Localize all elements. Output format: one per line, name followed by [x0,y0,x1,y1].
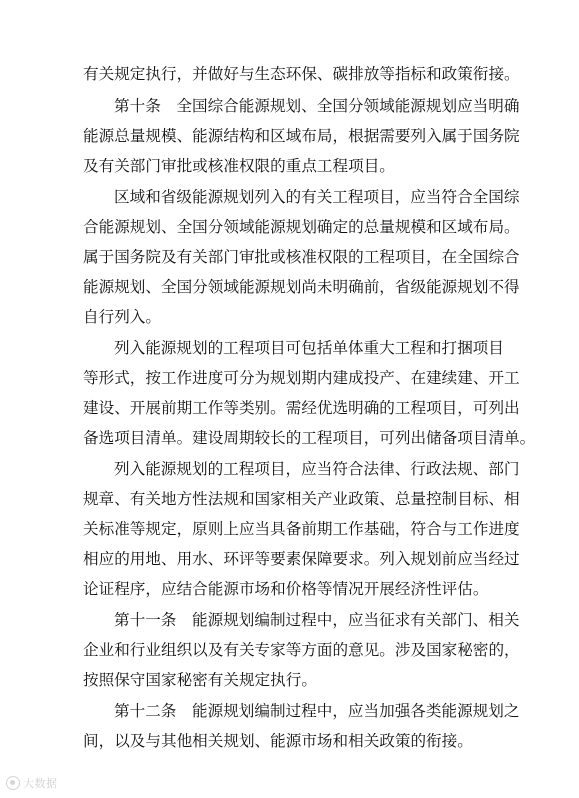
text-line: 及有关部门审批或核准权限的重点工程项目。 [83,157,395,175]
text-line: 论证程序，应结合能源市场和价格等情况开展经济性评估。 [83,580,489,598]
text-line: 关标准等规定，原则上应当具备前期工作基础，符合与工作进度 [83,520,520,538]
text-line: 按照保守国家秘密有关规定执行。 [83,671,317,689]
text-line: 有关规定执行，并做好与生态环保、碳排放等指标和政策衔接。 [83,65,520,83]
paragraph-start-line: 列入能源规划的工程项目，应当符合法律、行政法规、部门 [114,460,520,478]
watermark [6,774,58,792]
text-line: 企业和行业组织以及有关专家等方面的意见。涉及国家秘密的， [83,641,520,659]
article-10-heading-line: 第十条 全国综合能源规划、全国分领域能源规划应当明确 [114,97,520,115]
text-line: 相应的用地、用水、环评等要素保障要求。列入规划前应当经过 [83,550,520,568]
text-line: 间，以及与其他相关规划、能源市场和相关政策的衔接。 [83,732,473,750]
text-line: 建设、开展前期工作等类别。需经优选明确的工程项目，可列出 [83,399,520,417]
watermark-text: 大数据 [23,777,58,790]
text-line: 自行列入。 [83,308,161,326]
text-line: 能源总量规模、能源结构和区域布局，根据需要列入属于国务院 [83,127,520,145]
text-line: 规章、有关地方性法规和国家相关产业政策、总量控制目标、相 [83,490,520,508]
article-11-heading-line: 第十一条 能源规划编制过程中，应当征求有关部门、相关 [114,611,520,629]
paragraph-start-line: 列入能源规划的工程项目可包括单体重大工程和打捆项目 [114,339,504,357]
text-line: 合能源规划、全国分领域能源规划确定的总量规模和区域布局。 [83,218,520,236]
text-line: 备选项目清单。建设周期较长的工程项目，可列出储备项目清单。 [83,429,536,447]
article-12-heading-line: 第十二条 能源规划编制过程中，应当加强各类能源规划之 [114,702,520,720]
watermark-logo-icon [6,776,20,790]
text-line: 等形式，按工作进度可分为规划期内建成投产、在建续建、开工 [83,369,520,387]
text-line: 属于国务院及有关部门审批或核准权限的工程项目，在全国综合 [83,248,520,266]
paragraph-start-line: 区域和省级能源规划列入的有关工程项目，应当符合全国综 [114,188,520,206]
text-line: 能源规划、全国分领域能源规划尚未明确前，省级能源规划不得 [83,278,520,296]
